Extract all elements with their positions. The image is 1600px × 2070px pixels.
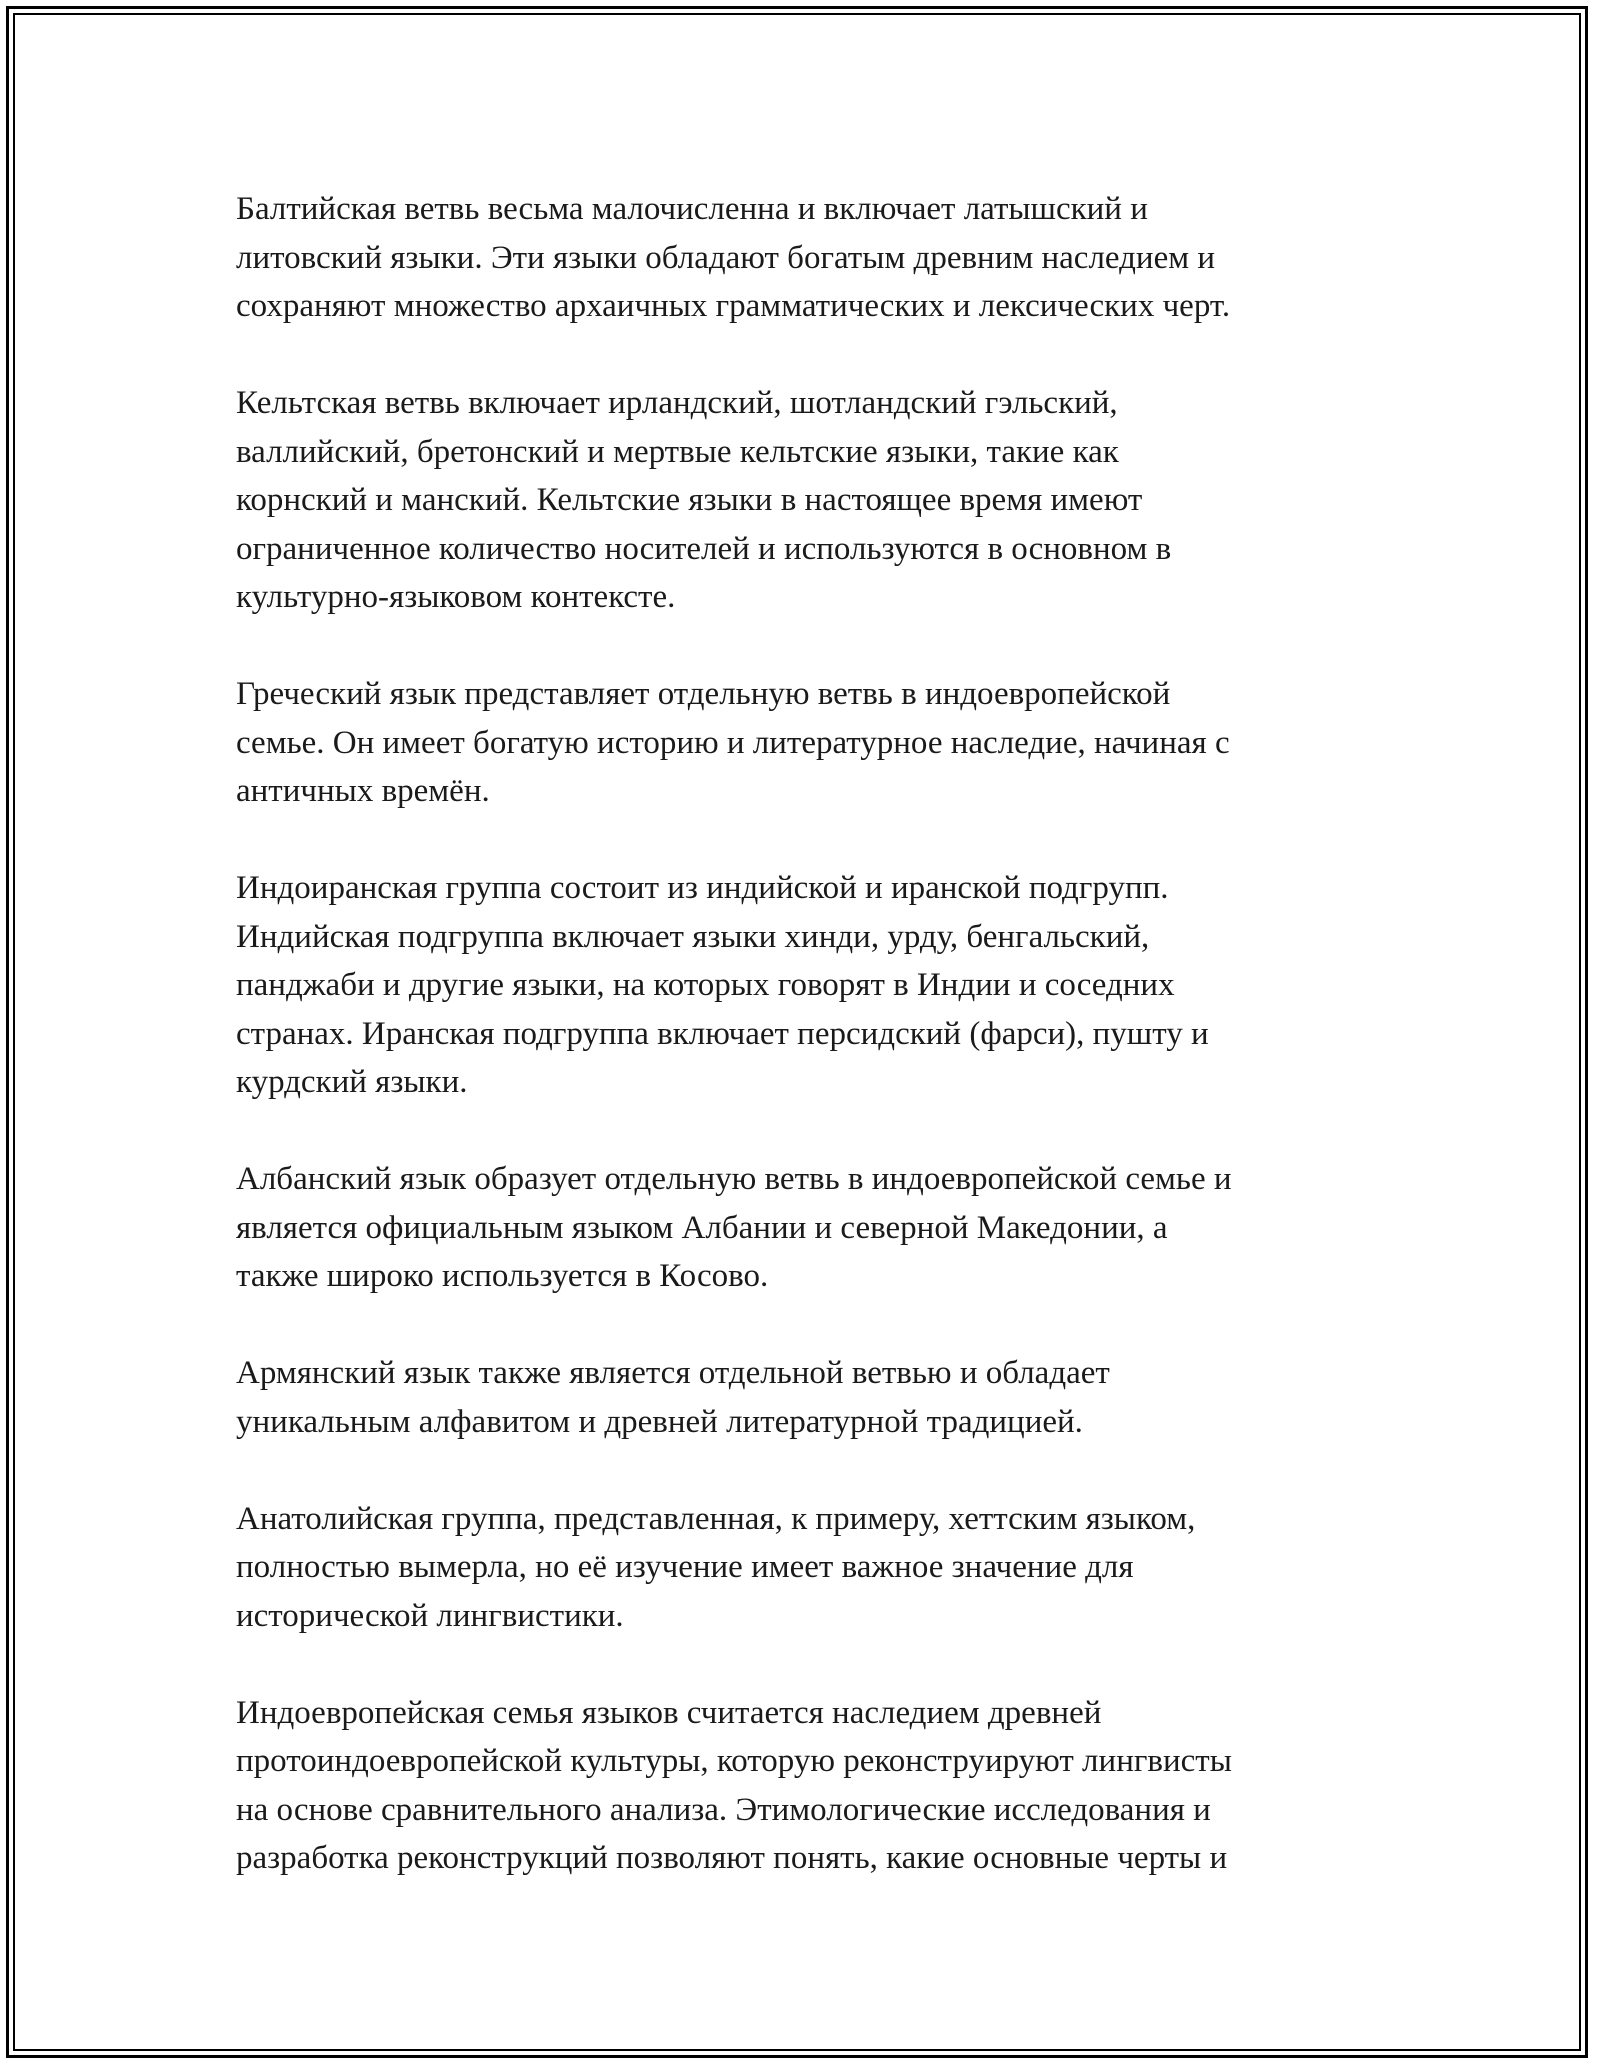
paragraph-armenian: Армянский язык также является отдельной ветвью и обладает уникальным алфавитом и древней литературной традицией. <box>236 1355 1110 1440</box>
paragraph-indo-european: Индоевропейская семья языков считается наследием древней протоиндоевропейской культуры, которую реконструируют лингвисты на основе сравнительного анализа. Этимологические исследования и разработка реконструкций позволяют понять, какие основные черты и <box>236 1694 1232 1876</box>
paragraph-celtic: Кельтская ветвь включает ирландский, шотландский гэльский, валлийский, бретонский и мертвые кельтские языки, такие как корнский и манский. Кельтские языки в настоящее время имеют ограниченное количество носителей и используются в основном в культурно-языковом контексте. <box>236 385 1172 615</box>
paragraph-albanian: Албанский язык образует отдельную ветвь в индоевропейской семье и является официальным языком Албании и северной Македонии, а также широко используется в Косово. <box>236 1161 1232 1294</box>
paragraph-greek: Греческий язык представляет отдельную ветвь в индоевропейской семье. Он имеет богатую историю и литературное наследие, начиная с античных времён. <box>236 676 1230 809</box>
paragraph-indo-iranian: Индоиранская группа состоит из индийской и иранской подгрупп. Индийская подгруппа включает языки хинди, урду, бенгальский, панджаби и другие языки, на которых говорят в Индии и соседних странах. Иранская подгруппа включает персидский (фарси), пушту и курдский языки. <box>236 870 1209 1100</box>
paragraph-baltic: Балтийская ветвь весьма малочисленна и включает латышский и литовский языки. Эти языки обладают богатым древним наследием и сохраняют множество архаичных грамматических и лексических черт. <box>236 191 1231 324</box>
document-body <box>236 185 1396 1883</box>
paragraph-anatolian: Анатолийская группа, представленная, к примеру, хеттским языком, полностью вымерла, но её изучение имеет важное значение для исторической лингвистики. <box>236 1500 1196 1634</box>
